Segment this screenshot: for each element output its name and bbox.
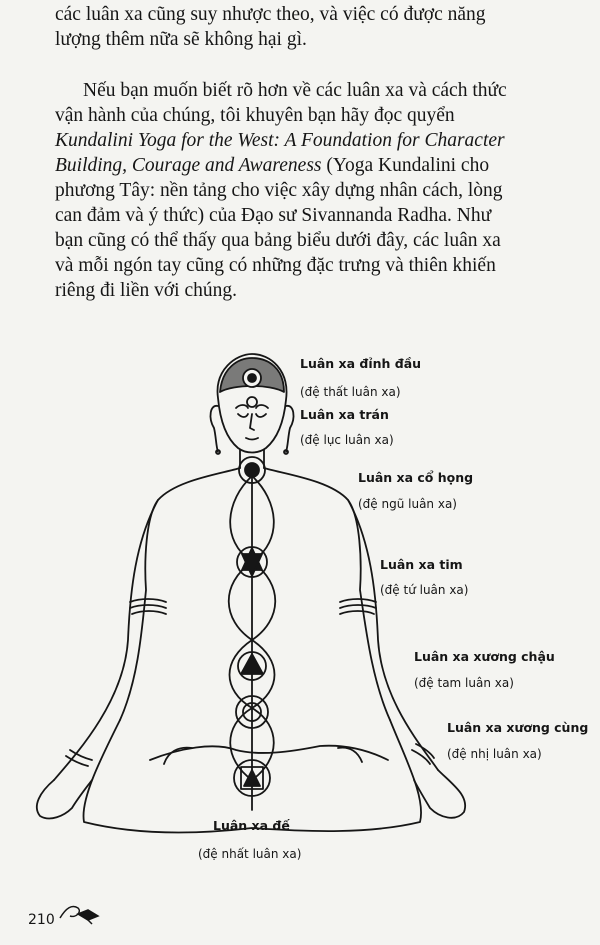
chakra-sublabel-root: (đệ nhất luân xa)	[198, 847, 302, 861]
text-line: Nếu bạn muốn biết rõ hơn về các luân xa và cách thức	[83, 80, 507, 101]
paragraph-top	[55, 2, 555, 52]
chakra-label-crown: Luân xa đỉnh đầu	[300, 356, 422, 371]
chakra-sublabel-crown: (đệ thất luân xa)	[300, 385, 401, 399]
text-fragment: (Yoga Kundalini cho	[321, 155, 490, 176]
page-number: 210	[28, 912, 55, 928]
text-line: và mỗi ngón tay cũng có những đặc trưng và thiên khiến	[55, 255, 496, 276]
chakra-sublabel-solar-plexus: (đệ tam luân xa)	[414, 676, 514, 690]
chakra-label-solar-plexus: Luân xa xương chậu	[414, 649, 555, 664]
chakra-sublabel-heart: (đệ tứ luân xa)	[380, 583, 469, 597]
text-line: các luân xa cũng suy nhược theo, và việc có được năng	[55, 4, 486, 25]
book-title-italic: Kundalini Yoga for the West: A Foundation for Character	[55, 130, 505, 151]
text-line: vận hành của chúng, tôi khuyên bạn hãy đọc quyển	[55, 105, 455, 126]
book-title-italic: Building, Courage and Awareness	[55, 155, 322, 176]
chakra-label-sacral: Luân xa xương cùng	[447, 720, 589, 735]
chakra-sublabel-brow: (đệ lục luân xa)	[300, 433, 394, 447]
chakra-label-brow: Luân xa trán	[300, 407, 389, 422]
text-line: riêng đi liền với chúng.	[55, 280, 237, 301]
chakra-sublabel-sacral: (đệ nhị luân xa)	[447, 747, 542, 761]
text-line	[55, 153, 555, 178]
text-line	[55, 128, 555, 153]
text-line: phương Tây: nền tảng cho việc xây dựng nhân cách, lòng	[55, 180, 503, 201]
chakra-label-throat: Luân xa cổ họng	[358, 470, 474, 485]
chakra-sublabel-throat: (đệ ngũ luân xa)	[358, 497, 457, 511]
page-ornament-icon	[58, 898, 104, 926]
text-line: bạn cũng có thể thấy qua bảng biểu dưới đây, các luân xa	[55, 230, 501, 251]
paragraph-main	[55, 78, 555, 303]
text-line: lượng thêm nữa sẽ không hại gì.	[55, 29, 307, 50]
chakra-label-heart: Luân xa tim	[380, 557, 463, 572]
text-line: can đảm và ý thức) của Đạo sư Sivannanda Radha. Như	[55, 205, 492, 226]
chakra-label-root: Luân xa đế	[213, 818, 290, 833]
